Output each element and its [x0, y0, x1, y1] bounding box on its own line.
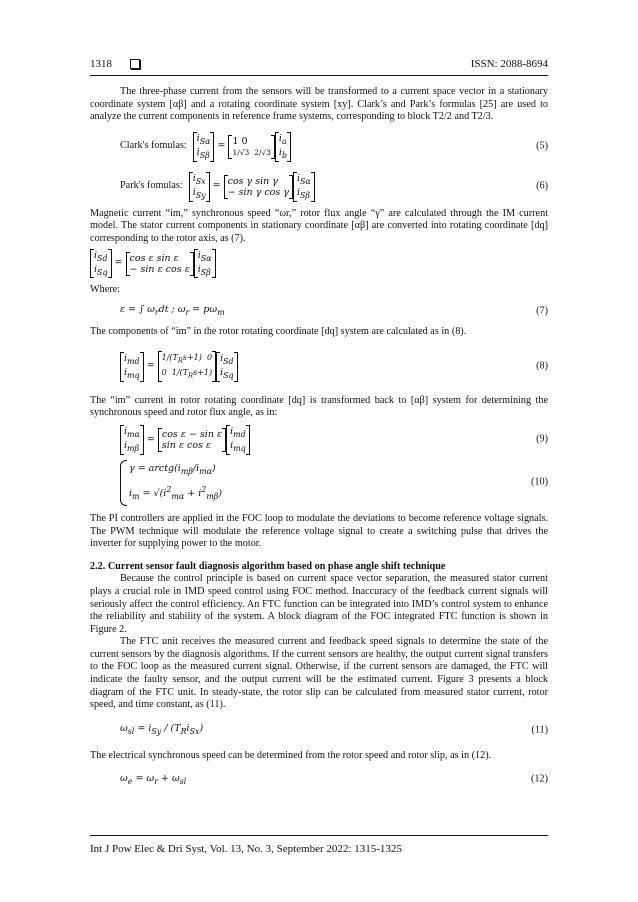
equation-11: $\omega_{sl} = i_{Sy} / (T_Ri_{Sx})$ (11) [120, 723, 548, 736]
equation-number: (8) [536, 360, 548, 372]
equation-number: (9) [536, 433, 548, 445]
equation-number: (6) [536, 180, 548, 192]
section-heading: 2.2. Current sensor fault diagnosis algorithm based on phase angle shift technique [90, 560, 446, 572]
paragraph: The electrical synchronous speed can be determined from the rotor speed and rotor slip, as in (12). [90, 749, 492, 761]
paragraph: The PI controllers are applied in the FOC loop to modulate the deviations to become reference voltage signals. The PWM technique will modulate the reference voltage signal to create a switching pulse that drives the inverter for supplying power to the motor. [90, 512, 548, 550]
article-body [90, 86, 548, 788]
equation-5: Clark's fomulas: $i_{S\alpha}$ $i_{S\beta}$ = 1 0 1/√3 2/√3 $i_a$ $i_b$ (5) [120, 132, 548, 160]
equation-6: Park's fomulas: $i_{Sx}$ $i_{Sy}$ = cos γ sin γ − sin γ cos γ $i_{S\alpha}$ $i_{S\beta}$ (6) [120, 172, 548, 200]
footer-citation: Int J Pow Elec & Dri Syst, Vol. 13, No. 3, September 2022: 1315-1325 [90, 843, 402, 855]
where-label: Where: [90, 283, 120, 295]
equation-label: Clark's fomulas: [120, 140, 187, 152]
checkbox-symbol-icon [130, 59, 140, 69]
equation-9: $i_{m\alpha}$ $i_{m\beta}$ = cos ε − sin ε sin ε cos ε $i_{md}$ $i_{mq}$ (9) [120, 426, 548, 454]
equation-number: (10) [531, 476, 548, 488]
issn: ISSN: 2088-8694 [470, 58, 548, 70]
header-rule [90, 75, 548, 76]
equation-number: (11) [531, 724, 548, 736]
paragraph: Because the control principle is based on current space vector separation, the measured stator current plays a crucial role in IMD speed control using FOC method. Inaccuracy of the feedback current signals will seriously affect the control efficiency. An FTC function can be integrated into IMD’s control system to enhance the reliability and stability of the system. A block diagram of the FOC integrated FTC function is shown in Figure 2. [90, 573, 548, 635]
equation-number: (5) [536, 140, 548, 152]
paragraph: Magnetic current “im,” synchronous speed “ωr,” rotor flux angle “γ” are calculated through the IM current model. The stator current components in stationary coordinate [αβ] are converted into rotating coordinate [dq] corresponding to the rotor axis, as (7). [90, 207, 548, 244]
equation-10: $\gamma = arctg(i_{m\beta}/i_{m\alpha})$ $i_m = √(i^2_{m\alpha} + i^2_{m\beta})$ (10) [120, 460, 548, 506]
paragraph: The “im” current in rotor rotating coordinate [dq] is transformed back to [αβ] system for determining the synchronous speed and rotor flux angle, as in: [90, 394, 548, 419]
equation-7: ε = ∫ $\omega_rdt$ ; $\omega_r = p\omega_m$ (7) [120, 304, 548, 318]
equation-label: Park's fomulas: [120, 180, 183, 192]
page-number: 1318 [90, 58, 112, 70]
equation-8: $i_{md}$ $i_{mq}$ = $1/(T_Rs+1)$ 0 0 $1/(T_Rs+1)$ $i_{Sd}$ $i_{Sq}$ (8) [120, 345, 548, 389]
equation-12: $\omega_e = \omega_r + \omega_{sl}$ (12) [120, 772, 548, 786]
equation-number: (12) [531, 774, 548, 786]
paragraph: The FTC unit receives the measured current and feedback speed signals to determine the state of the current sensors by the diagnosis algorithms. If the current sensors are healthy, the output current signal transfers to the FOC loop as the measured current signal. Otherwise, if the current sensors are damaged, the FTC will indicate the faulty sensor, and the output current will be the estimated current. Figure 3 presents a block diagram of the FTC unit. In steady-state, the rotor slip can be calculated from measured stator current, rotor speed, and time constant, as (11). [90, 636, 548, 711]
equation-dq: $i_{Sd}$ $i_{Sq}$ = cos ε sin ε − sin ε cos ε $i_{S\alpha}$ $i_{S\beta}$ [90, 250, 548, 278]
page-header [90, 58, 548, 72]
paragraph: The components of “im” in the rotor rotating coordinate [dq] system are calculated as in (8). [90, 326, 467, 338]
footer-rule [90, 835, 548, 836]
equation-number: (7) [536, 305, 548, 317]
paragraph: The three-phase current from the sensors will be transformed to a current space vector in a stationary coordinate system [αβ] and a rotating coordinate system [xy]. Clark’s and Park’s formulas [25] are used to analyze the current components in reference frame systems, corresponding to block T2/2 and T2/3. [90, 86, 548, 123]
